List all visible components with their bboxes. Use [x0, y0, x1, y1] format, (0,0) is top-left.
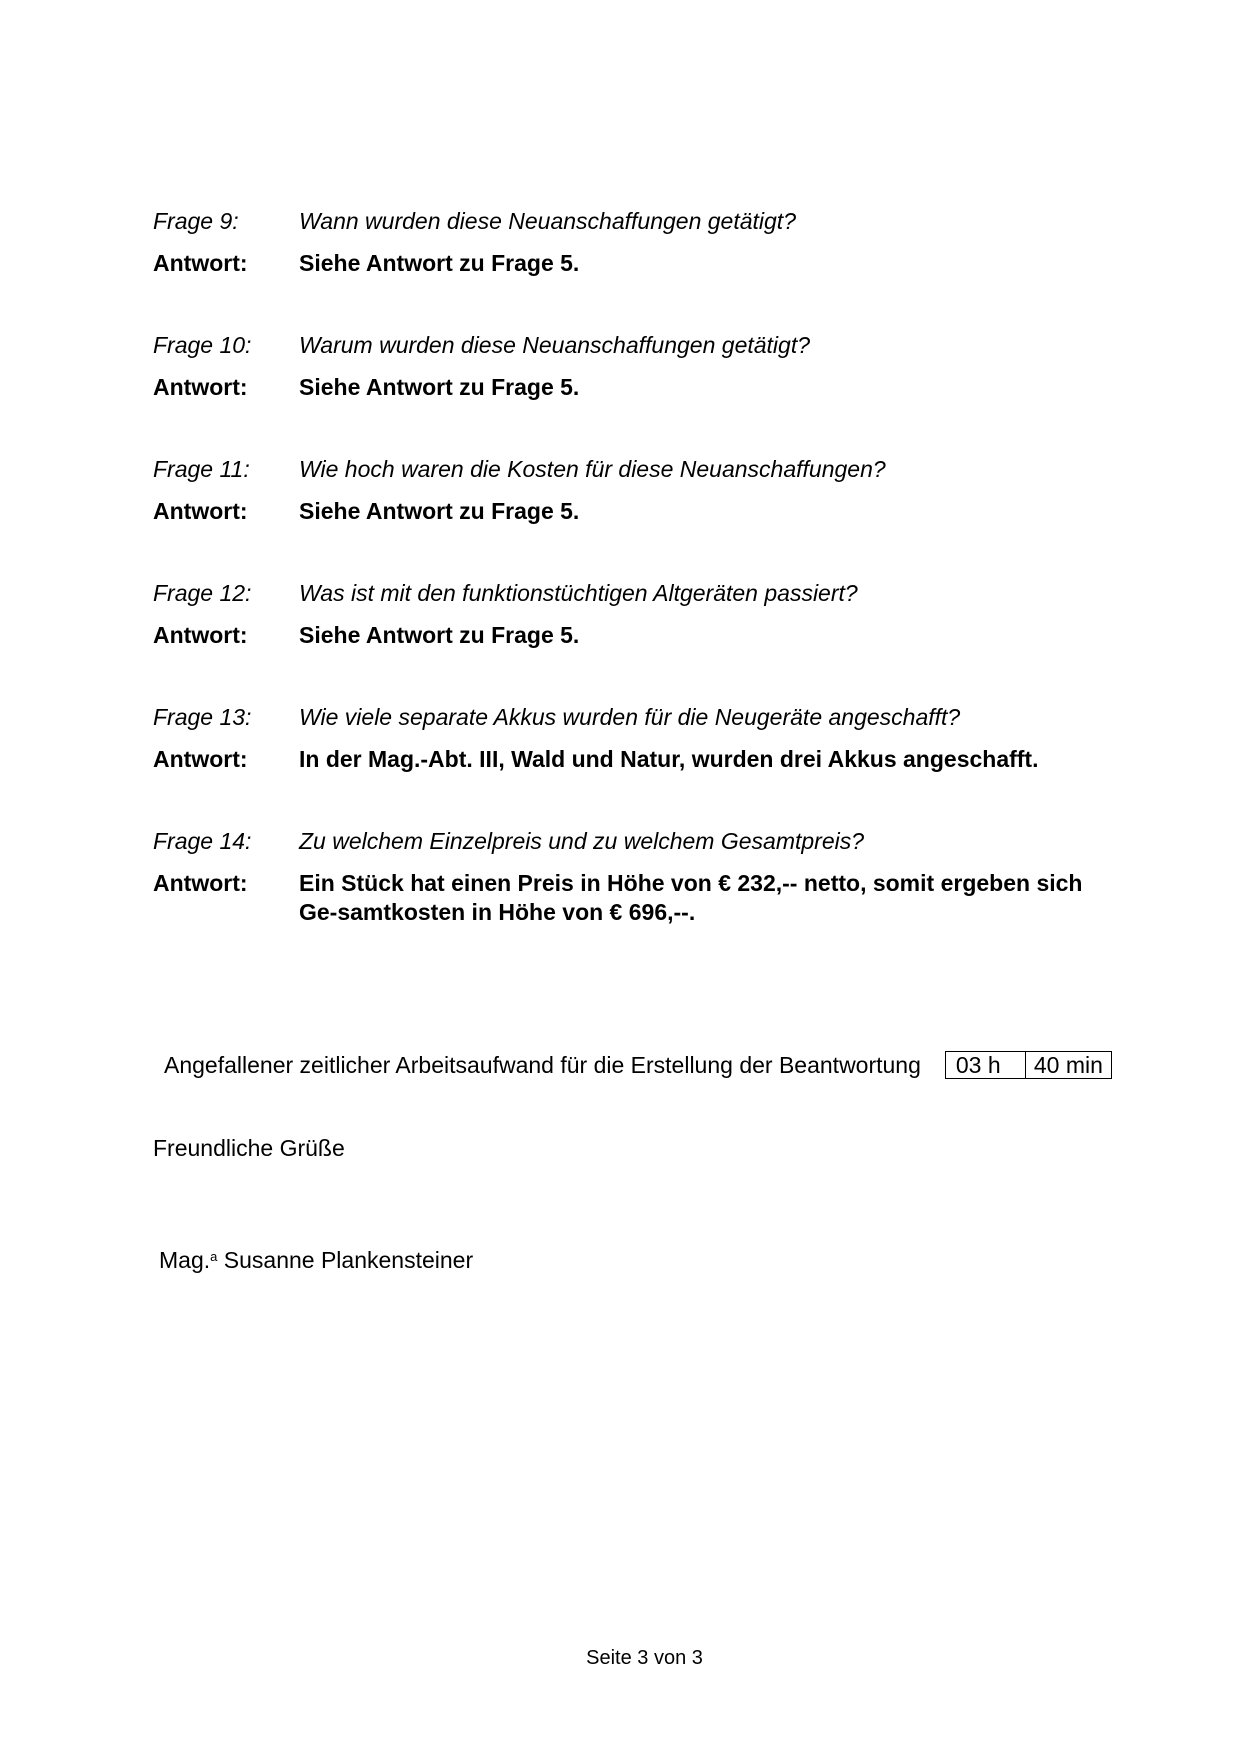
question-text: Was ist mit den funktionstüchtigen Altgeräten passiert?: [299, 580, 858, 606]
answer-row: [153, 373, 1143, 402]
signature-title-sup: a: [210, 1249, 218, 1264]
answer-text: Siehe Antwort zu Frage 5.: [299, 622, 580, 648]
answer-row: [153, 249, 1143, 278]
signature: [159, 1246, 473, 1275]
work-effort: [164, 1051, 1112, 1079]
question-row: [153, 331, 1143, 360]
answer-label: Antwort:: [153, 622, 248, 648]
question-text: Wie viele separate Akkus wurden für die Neugeräte angeschafft?: [299, 704, 961, 730]
question-row: [153, 207, 1143, 236]
signature-name: Susanne Plankensteiner: [223, 1247, 474, 1273]
work-effort-label: Angefallener zeitlicher Arbeitsaufwand für die Erstellung der Beantwortung: [164, 1052, 921, 1078]
question-text: Wie hoch waren die Kosten für diese Neuanschaffungen?: [299, 456, 886, 482]
question-label: Frage 14:: [153, 828, 252, 854]
answer-text: Ein Stück hat einen Preis in Höhe von € 232,-- netto, somit ergeben sich Ge-samtkosten in Höhe von € 696,--.: [299, 870, 1083, 925]
question-label: Frage 10:: [153, 332, 252, 358]
question-text: Warum wurden diese Neuanschaffungen getätigt?: [299, 332, 811, 358]
qa-block-14: [153, 827, 1143, 927]
question-text: Wann wurden diese Neuanschaffungen getätigt?: [299, 208, 796, 234]
question-label: Frage 11:: [153, 456, 250, 482]
question-text: Zu welchem Einzelpreis und zu welchem Gesamtpreis?: [299, 828, 865, 854]
answer-row: [153, 497, 1143, 526]
question-row: [153, 827, 1143, 856]
question-label: Frage 9:: [153, 208, 239, 234]
signature-title: Mag.: [159, 1247, 211, 1273]
answer-label: Antwort:: [153, 746, 248, 772]
answer-text: Siehe Antwort zu Frage 5.: [299, 374, 580, 400]
work-effort-table: [945, 1051, 1112, 1079]
answer-text: In der Mag.-Abt. III, Wald und Natur, wurden drei Akkus angeschafft.: [299, 746, 1039, 772]
work-effort-hours: 03 h: [946, 1052, 1026, 1078]
question-row: [153, 579, 1143, 608]
qa-block-13: [153, 703, 1143, 774]
answer-label: Antwort:: [153, 498, 248, 524]
question-label: Frage 12:: [153, 580, 252, 606]
question-label: Frage 13:: [153, 704, 252, 730]
answer-label: Antwort:: [153, 250, 248, 276]
answer-row: [153, 745, 1143, 774]
question-row: [153, 703, 1143, 732]
qa-block-12: [153, 579, 1143, 650]
question-row: [153, 455, 1143, 484]
qa-block-11: [153, 455, 1143, 526]
answer-row: [153, 621, 1143, 650]
answer-label: Antwort:: [153, 870, 248, 896]
qa-block-10: [153, 331, 1143, 402]
qa-block-9: [153, 207, 1143, 278]
page-footer: [0, 1646, 1241, 1670]
answer-text: Siehe Antwort zu Frage 5.: [299, 498, 580, 524]
answer-text: Siehe Antwort zu Frage 5.: [299, 250, 580, 276]
closing-greeting: Freundliche Grüße: [153, 1135, 345, 1161]
answer-row: [153, 869, 1143, 927]
work-effort-minutes: 40 min: [1033, 1052, 1103, 1078]
answer-label: Antwort:: [153, 374, 248, 400]
page-number: Seite 3 von 3: [586, 1647, 703, 1669]
